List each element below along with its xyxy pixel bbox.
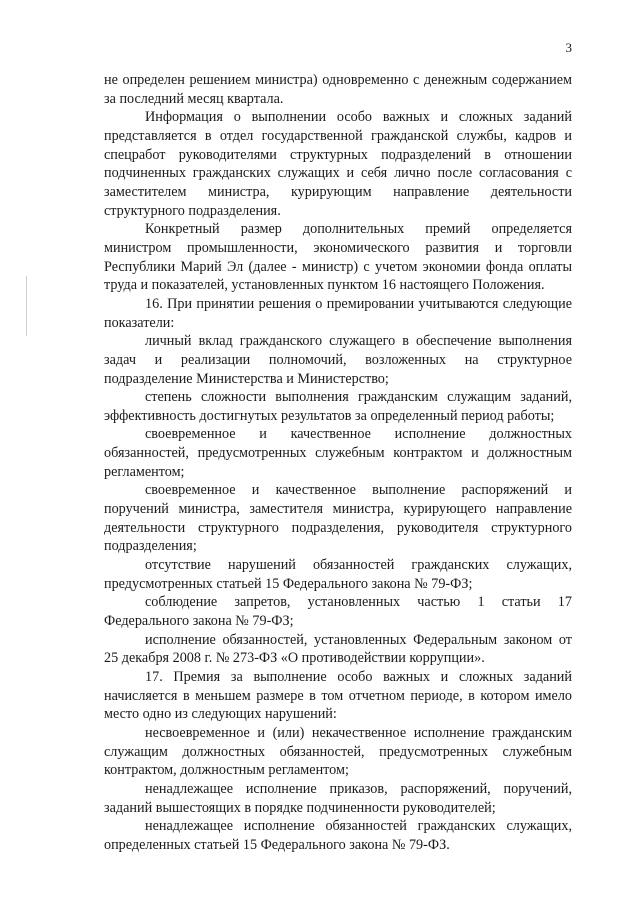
document-body: [104, 71, 572, 855]
body-paragraph: ненадлежащее исполнение обязанностей гражданских служащих, определенных статьей 15 Федерального закона № 79-ФЗ.: [104, 818, 572, 853]
body-paragraph: Конкретный размер дополнительных премий определяется министром промышленности, экономического развития и торговли Республики Марий Эл (далее - министр) с учетом экономии фонда оплаты труда и показателей, установленных пунктом 16 настоящего Положения.: [104, 221, 572, 294]
scan-margin-mark: [26, 276, 27, 336]
body-paragraph: личный вклад гражданского служащего в обеспечение выполнения задач и реализации полномочий, возложенных на структурное подразделение Министерства и Министерство;: [104, 333, 572, 387]
page-number: 3: [565, 40, 572, 55]
body-paragraph: 17. Премия за выполнение особо важных и сложных заданий начисляется в меньшем размере в том отчетном периоде, в котором имело место одно из следующих нарушений:: [104, 669, 572, 723]
body-paragraph: соблюдение запретов, установленных частью 1 статьи 17 Федерального закона № 79-ФЗ;: [104, 594, 572, 630]
body-paragraph: отсутствие нарушений обязанностей гражданских служащих, предусмотренных статьей 15 Федерального закона № 79-ФЗ;: [104, 557, 572, 592]
body-paragraph: не определен решением министра) одновременно с денежным содержанием за последний месяц квартала.: [104, 72, 572, 107]
body-paragraph: своевременное и качественное выполнение распоряжений и поручений министра, заместителя министра, курирующего направление деятельности структурного подразделения, руководителя структурного подразделения;: [104, 482, 572, 555]
body-paragraph: степень сложности выполнения гражданским служащим заданий, эффективность достигнутых результатов за определенный период работы;: [104, 389, 572, 424]
body-paragraph: Информация о выполнении особо важных и сложных заданий представляется в отдел государственной гражданской службы, кадров и спецработ руководителями структурных подразделений в отношении подчиненных гражданских служащих и себя лично после согласования с заместителем министра, курирующим направление деятельности структурного подразделения.: [104, 109, 572, 219]
body-paragraph: своевременное и качественное исполнение должностных обязанностей, предусмотренных служебным контрактом и должностным регламентом;: [104, 426, 572, 480]
body-paragraph: 16. При принятии решения о премировании учитываются следующие показатели:: [104, 295, 572, 331]
body-paragraph: ненадлежащее исполнение приказов, распоряжений, поручений, заданий вышестоящих в порядке подчиненности руководителей;: [104, 780, 572, 816]
body-paragraph: несвоевременное и (или) некачественное исполнение гражданским служащим должностных обязанностей, предусмотренных служебным контрактом, должностным регламентом;: [104, 724, 572, 779]
body-paragraph: исполнение обязанностей, установленных Федеральным законом от 25 декабря 2008 г. № 273-ФЗ «О противодействии коррупции».: [104, 631, 572, 667]
